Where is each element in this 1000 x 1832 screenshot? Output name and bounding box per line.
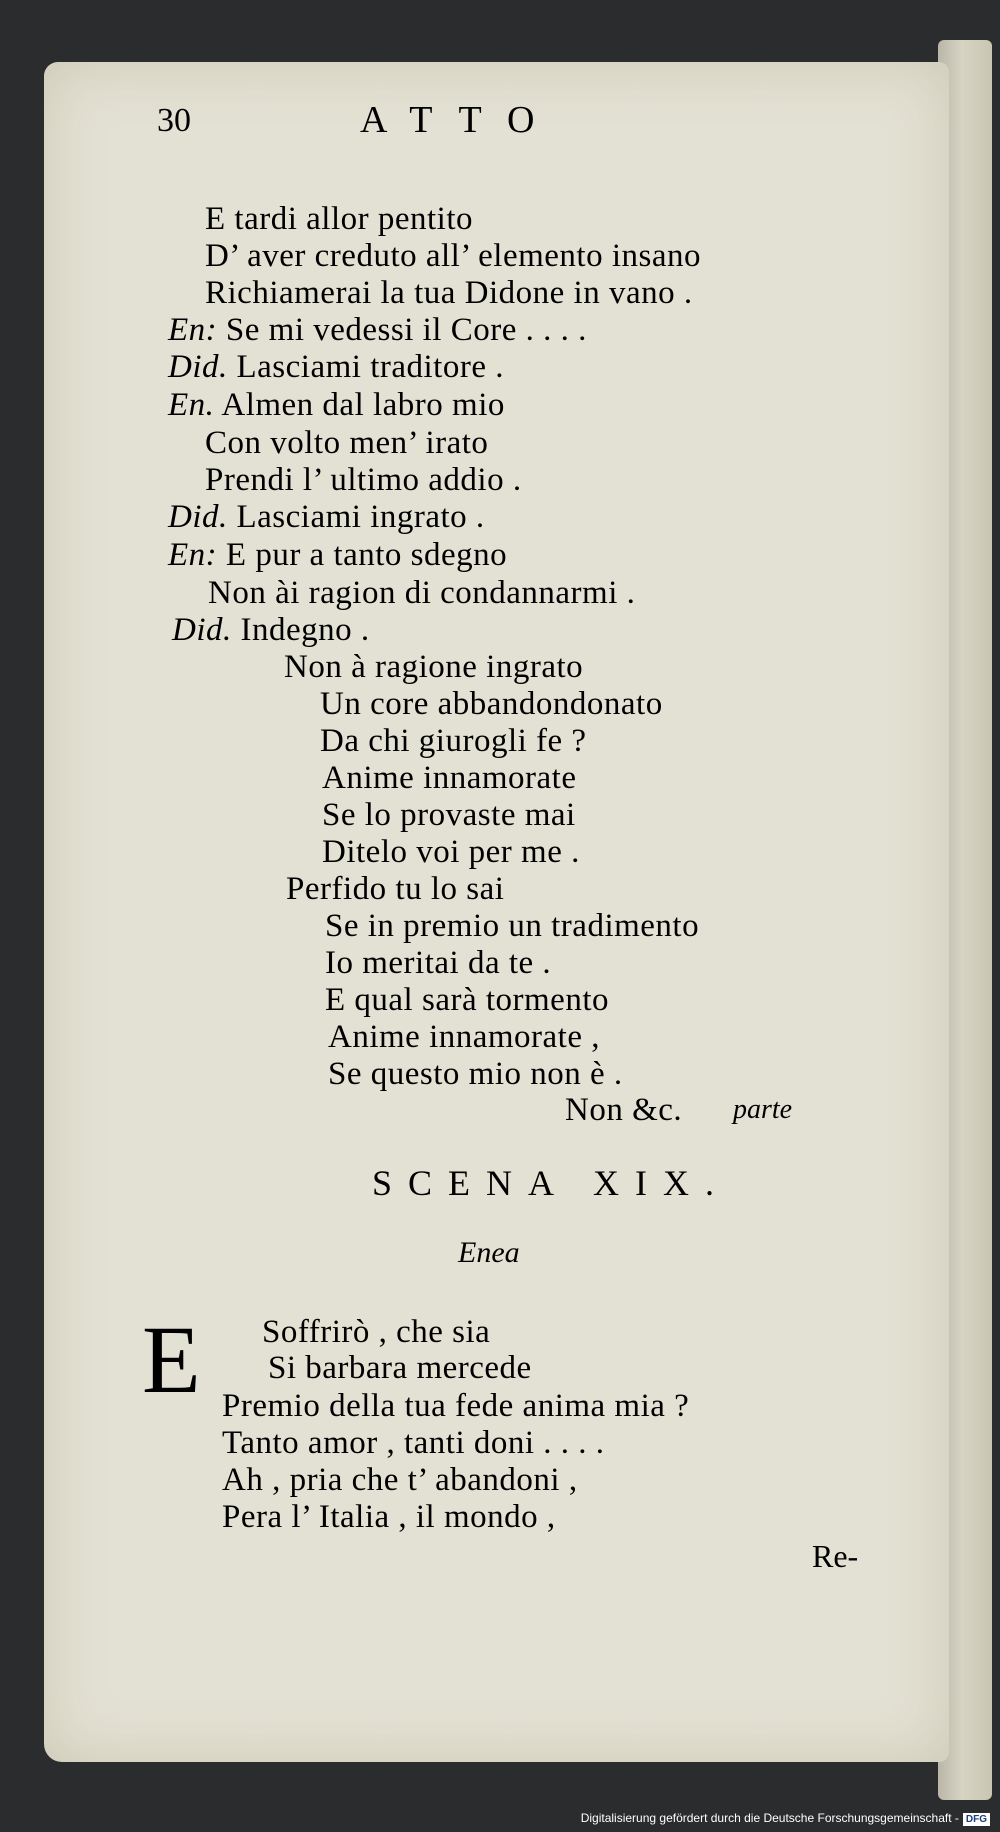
dialogue-line bbox=[208, 574, 635, 612]
monologue-line: Soffrirò , che sia bbox=[262, 1314, 491, 1350]
dialogue-line bbox=[168, 498, 485, 536]
dialogue-line bbox=[205, 237, 701, 275]
line-text: Non ài ragion di condannarmi . bbox=[208, 575, 636, 611]
aria-line: Anime innamorate , bbox=[328, 1019, 601, 1055]
speaker-label: Did. bbox=[172, 612, 232, 648]
line-text: Indegno . bbox=[240, 612, 370, 648]
dialogue-line bbox=[172, 611, 370, 649]
speaker-label: En. bbox=[168, 387, 215, 423]
speaker-label: En: bbox=[168, 537, 218, 573]
drop-cap: E bbox=[142, 1306, 201, 1413]
aria-line: Se lo provaste mai bbox=[322, 797, 576, 833]
aria-end: Non &c. bbox=[565, 1092, 683, 1128]
credit-text: Digitalisierung gefördert durch die Deutsche Forschungsgemeinschaft - bbox=[580, 1811, 959, 1825]
aria-line: Un core abbandondonato bbox=[320, 686, 663, 722]
scene-title: SCENA XIX. bbox=[372, 1163, 731, 1203]
page-number: 30 bbox=[157, 102, 191, 139]
page-title: ATTO bbox=[360, 99, 561, 141]
aria-line: Non à ragione ingrato bbox=[284, 649, 584, 685]
digitization-credit bbox=[581, 1811, 990, 1826]
line-text: Richiamerai la tua Didone in vano . bbox=[205, 275, 693, 311]
stage-direction: parte bbox=[733, 1094, 793, 1125]
monologue-line: Tanto amor , tanti doni . . . . bbox=[222, 1425, 605, 1461]
aria-line: Da chi giurogli fe ? bbox=[320, 723, 587, 759]
line-text: E tardi allor pentito bbox=[205, 201, 474, 237]
dfg-logo: DFG bbox=[963, 1813, 990, 1826]
aria-line: Ditelo voi per me . bbox=[322, 834, 580, 870]
aria-line: Io meritai da te . bbox=[325, 945, 552, 981]
line-text: Lasciami ingrato . bbox=[236, 499, 485, 535]
dialogue-line bbox=[205, 274, 693, 312]
aria-line: Se in premio un tradimento bbox=[325, 908, 700, 944]
aria-line: Anime innamorate bbox=[322, 760, 577, 796]
catchword: Re- bbox=[812, 1538, 859, 1574]
line-text: Almen dal labro mio bbox=[221, 387, 505, 423]
monologue-line: Si barbara mercede bbox=[268, 1350, 532, 1386]
aria-line: Perfido tu lo sai bbox=[286, 871, 505, 907]
dialogue-line bbox=[168, 348, 504, 386]
speaker-label: Did. bbox=[168, 349, 228, 385]
scene-character: Enea bbox=[458, 1236, 520, 1269]
dialogue-line bbox=[168, 311, 587, 349]
dialogue-line bbox=[205, 424, 488, 462]
aria-line: E qual sarà tormento bbox=[325, 982, 609, 1018]
speaker-label: En: bbox=[168, 312, 218, 348]
monologue-line: Ah , pria che t’ abandoni , bbox=[222, 1462, 578, 1498]
line-text: D’ aver creduto all’ elemento insano bbox=[205, 238, 701, 274]
line-text: Se mi vedessi il Core . . . . bbox=[225, 312, 587, 348]
monologue-line: Premio della tua fede anima mia ? bbox=[222, 1388, 690, 1424]
line-text: Con volto men’ irato bbox=[205, 425, 489, 461]
line-text: Prendi l’ ultimo addio . bbox=[205, 462, 522, 498]
line-text: E pur a tanto sdegno bbox=[225, 537, 508, 573]
dialogue-line bbox=[168, 536, 507, 574]
dialogue-line bbox=[205, 200, 473, 238]
monologue-line: Pera l’ Italia , il mondo , bbox=[222, 1499, 556, 1535]
line-text: Lasciami traditore . bbox=[236, 349, 504, 385]
speaker-label: Did. bbox=[168, 499, 228, 535]
aria-line: Se questo mio non è . bbox=[328, 1056, 623, 1092]
dialogue-line bbox=[205, 461, 522, 499]
dialogue-line bbox=[168, 386, 505, 424]
